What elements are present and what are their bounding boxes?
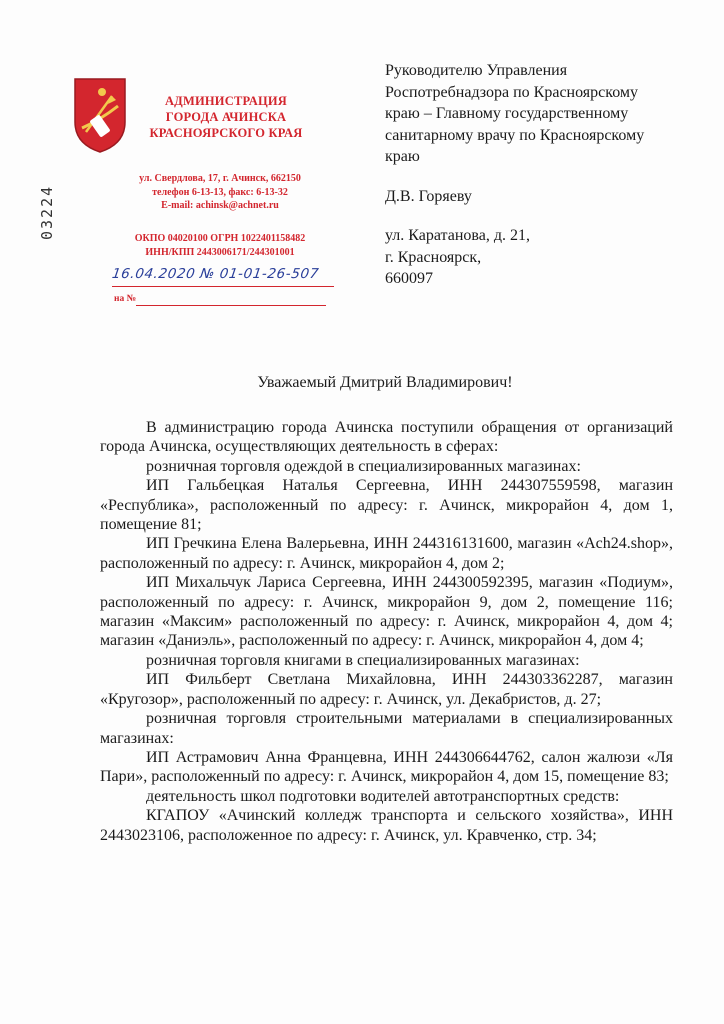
body-paragraph: ИП Гречкина Елена Валерьевна, ИНН 244316131600, магазин «Ach24.shop», расположенный по адресу: г. Ачинск, микрорайон 4, дом 2;: [100, 535, 673, 572]
coat-of-arms-emblem: [72, 76, 128, 154]
recipient-block: [385, 60, 685, 290]
recipient-address-line: г. Красноярск,: [385, 248, 482, 266]
org-email: E-mail: achinsk@achnet.ru: [161, 200, 279, 211]
recipient-address-line: ул. Каратанова, д. 21,: [385, 227, 530, 244]
reference-field: [114, 294, 334, 308]
body-paragraph: КГАПОУ «Ачинский колледж транспорта и сельского хозяйства», ИНН 2443023106, расположенное по адресу: г. Ачинск, ул. Кравченко, стр. 34;: [100, 807, 673, 844]
recipient-position-line: Руководителю Управления: [385, 62, 568, 79]
body-paragraph: В администрацию города Ачинска поступили обращения от организаций города Ачинска, осуществляющих деятельность в сферах:: [100, 419, 673, 456]
body-paragraph: розничная торговля строительными материалами в специализированных магазинах:: [100, 710, 673, 747]
body-paragraph: ИП Фильберт Светлана Михайловна, ИНН 244303362287, магазин «Кругозор», расположенный по адресу: г. Ачинск, ул. Декабристов, д. 27;: [100, 671, 673, 708]
reference-line: [136, 305, 326, 306]
registration-stamp-number: 03224: [38, 184, 56, 240]
org-inn-kpp: ИНН/КПП 2443006171/244301001: [145, 246, 295, 258]
org-title-line-3: КРАСНОЯРСКОГО КРАЯ: [149, 126, 303, 140]
letter-body: [100, 418, 673, 845]
organization-title: [134, 93, 318, 141]
reference-label: на №: [114, 294, 137, 304]
recipient-address-line: 660097: [385, 270, 433, 287]
organization-codes: [110, 232, 330, 259]
salutation: Уважаемый Дмитрий Владимирович!: [257, 374, 513, 391]
recipient-name: Д.В. Горяеву: [385, 187, 472, 205]
recipient-position-line: краю – Главному государственному: [385, 105, 629, 122]
body-paragraph: ИП Михальчук Лариса Сергеевна, ИНН 244300592395, магазин «Подиум», расположенный по адресу: г. Ачинск, микрорайон 9, дом 2, помещение 116; магазин «Максим» расположенный по адресу: г. Ачинск, микрорайон 4, дом 4; магазин «Даниэль», расположенный по адресу: г. Ачинск, микрорайон 4, дом 4;: [100, 574, 673, 650]
org-title-line-2: ГОРОДА АЧИНСКА: [165, 110, 287, 124]
body-paragraph: розничная торговля одеждой в специализированных магазинах:: [146, 457, 581, 475]
org-address: ул. Свердлова, 17, г. Ачинск, 662150: [139, 173, 301, 184]
org-title-line-1: АДМИНИСТРАЦИЯ: [164, 94, 288, 108]
body-paragraph: деятельность школ подготовки водителей автотранспортных средств:: [146, 787, 620, 805]
org-phone: телефон 6-13-13, факс: 6-13-32: [152, 186, 288, 198]
body-paragraph: ИП Астрамович Анна Францевна, ИНН 244306644762, салон жалюзи «Ля Пари», расположенный по адресу: г. Ачинск, микрорайон 4, дом 15, помещение 83;: [100, 748, 673, 786]
body-paragraph: розничная торговля книгами в специализированных магазинах:: [146, 651, 580, 669]
recipient-position-line: санитарному врачу по Красноярскому: [385, 126, 645, 144]
body-paragraph: ИП Гальбецкая Наталья Сергеевна, ИНН 244307559598, магазин «Республика», расположенный по адресу: г. Ачинск, микрорайон 4, дом 1, помещение 81;: [100, 477, 673, 534]
organization-contacts: [110, 172, 330, 213]
handwritten-date-number: 16.04.2020 № 01-01-26-507: [110, 266, 320, 282]
recipient-position-line: краю: [385, 148, 420, 165]
org-okpo-ogrn: ОКПО 04020100 ОГРН 1022401158482: [134, 233, 306, 244]
recipient-position-line: Роспотребнадзора по Красноярскому: [385, 83, 639, 101]
